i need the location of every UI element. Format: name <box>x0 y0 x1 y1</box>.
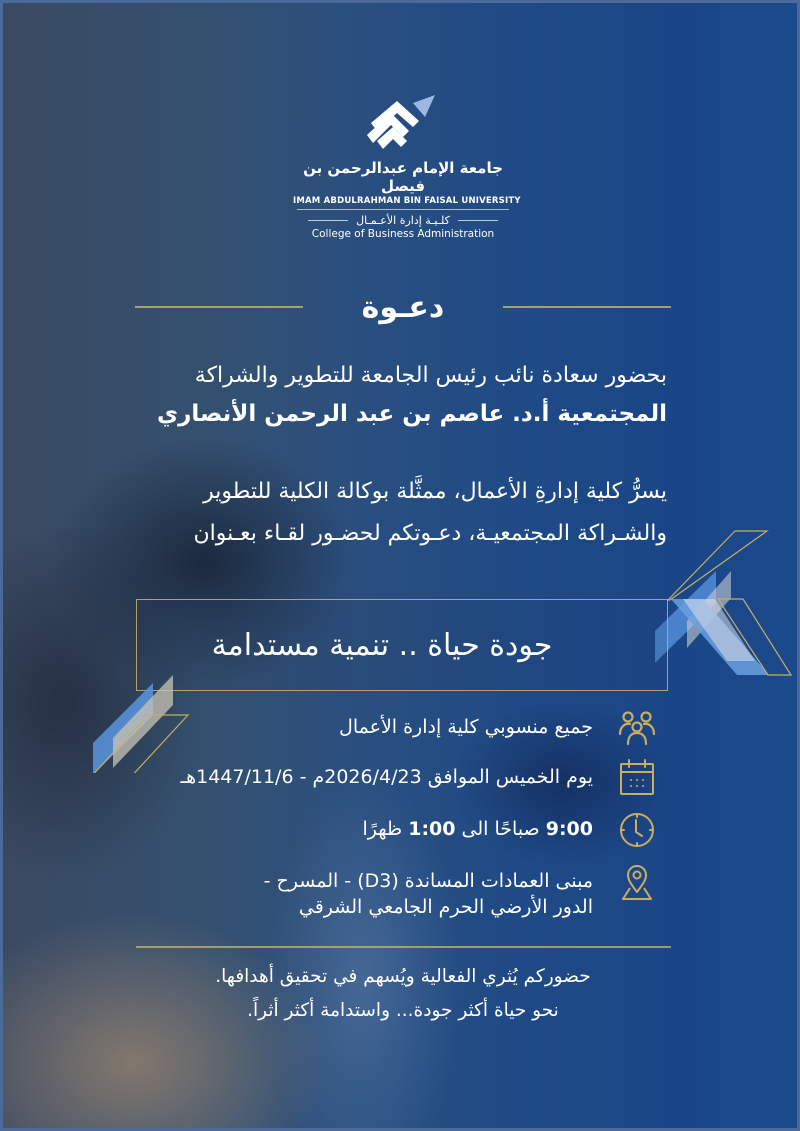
clock-icon <box>617 810 657 850</box>
date-text: يوم الخميس الموافق 2026/4/23م - 1447/11/6هـ <box>180 766 593 788</box>
location-line-2: الدور الأرضي الحرم الجامعي الشرقي <box>298 896 593 918</box>
detail-time <box>97 810 657 862</box>
audience-text: جميع منسوبي كلية إدارة الأعمال <box>339 716 593 738</box>
invitation-title: دعـوة <box>361 289 445 325</box>
map-pin-icon <box>617 862 657 902</box>
logo-divider <box>297 209 509 210</box>
time-end-label: ظهرًا <box>362 818 403 840</box>
time-start-label: صباحًا الى <box>461 818 540 840</box>
people-group-icon <box>617 708 657 748</box>
gold-divider-left <box>135 306 303 308</box>
closing-line-2: نحو حياة أكثر جودة... واستدامة أكثر أثراً. <box>247 1000 559 1021</box>
university-logo <box>293 93 521 240</box>
intro-line-4: والشـراكة المجتمعيـة، دعـوتكم لحضـور لقـاء بعـنوان <box>193 521 667 546</box>
college-name-english: College of Business Administration <box>311 228 495 240</box>
university-emblem-icon <box>363 93 443 157</box>
intro-line-1: بحضور سعادة نائب رئيس الجامعة للتطوير والشراكة <box>194 363 667 388</box>
divider <box>308 220 348 221</box>
invitation-title-row <box>135 287 671 327</box>
closing-line-1: حضوركم يُثري الفعالية ويُسهم في تحقيق أهدافها. <box>215 966 591 987</box>
event-title: جودة حياة .. تنمية مستدامة <box>211 627 553 663</box>
detail-date <box>97 758 657 810</box>
detail-audience <box>97 708 657 758</box>
intro-line-3: يسرُّ كلية إدارةِ الأعمال، ممثَّلة بوكالة الكلية للتطوير <box>203 479 667 504</box>
event-title-box <box>136 599 668 691</box>
college-name-arabic: كلـيـة إدارة الأعـمـال <box>356 214 450 227</box>
calendar-icon <box>617 758 657 798</box>
gold-divider-bottom <box>136 946 671 948</box>
event-details <box>97 708 657 932</box>
detail-location <box>97 862 657 932</box>
university-name-arabic: جامعة الإمام عبدالرحمن بن فيصل <box>303 159 503 195</box>
intro-line-2-guest-name: المجتمعية أ.د. عاصم بن عبد الرحمن الأنصاري <box>157 401 667 427</box>
time-text <box>363 810 593 842</box>
time-end: 1:00 <box>408 818 456 840</box>
invitation-poster <box>3 3 797 1128</box>
university-name-english: IMAM ABDULRAHMAN BIN FAISAL UNIVERSITY <box>293 196 521 206</box>
divider <box>458 220 498 221</box>
college-name-row <box>293 214 513 227</box>
location-text <box>264 862 593 920</box>
gold-divider-right <box>503 306 671 308</box>
time-start: 9:00 <box>545 818 593 840</box>
location-line-1: مبنى العمادات المساندة (D3) - المسرح - <box>263 870 593 892</box>
